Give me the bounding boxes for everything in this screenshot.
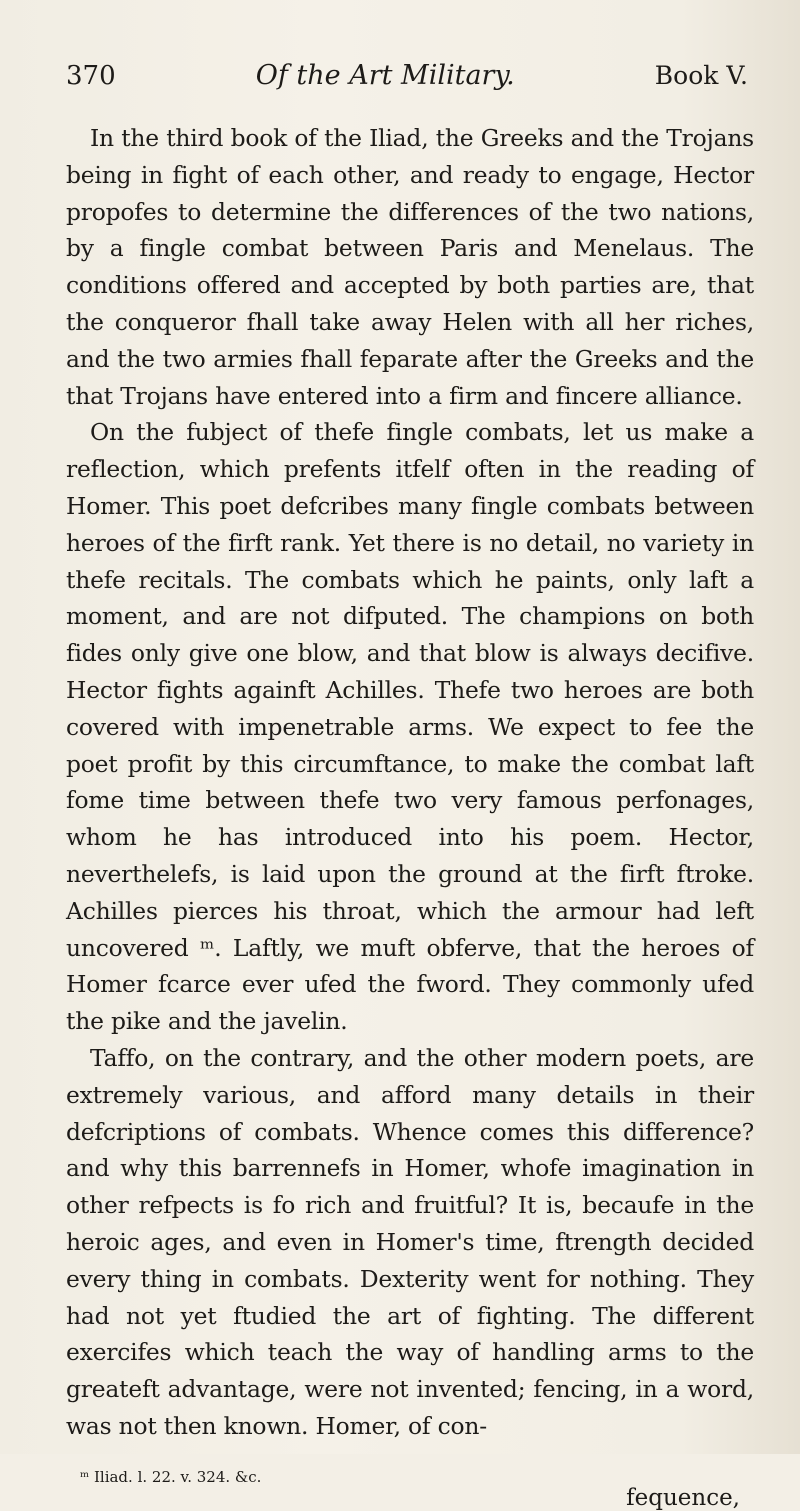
page-number: 370: [66, 61, 116, 91]
running-title: Of the Art Military.: [255, 60, 515, 91]
body-text: [66, 120, 754, 1445]
paragraph-2: On the fubject of thefe fingle combats, let us make a reflection, which prefents itfelf often in the reading of Homer. This poet defcribes many fingle combats between heroes of the firft rank. Yet there is no detail, no variety in thefe recitals. The combats which he paints, only laft a moment, and are not difputed. The champions on both fides only give one blow, and that blow is always decifive. Hector fights againft Achilles. Thefe two heroes are both covered with impenetrable arms. We expect to fee the poet profit by this circumftance, to make the combat laft fome time between thefe two very famous perfonages, whom he has introduced into his poem. Hector, neverthelefs, is laid upon the ground at the firft ftroke. Achilles pierces his throat, which the armour had left uncovered ᵐ. Laftly, we muft obferve, that the heroes of Homer fcarce ever ufed the fword. They commonly ufed the pike and the javelin.: [66, 418, 754, 1036]
footnote: ᵐ Iliad. l. 22. v. 324. &c.: [80, 1467, 262, 1486]
paragraph-3: Taffo, on the contrary, and the other modern poets, are extremely various, and afford many details in their defcriptions of combats. Whence comes this difference? and why this barrennefs in Homer, whofe imagination in other refpects is fo rich and fruitful? It is, becaufe in the heroic ages, and even in Homer's time, ftrength decided every thing in combats. Dexterity went for nothing. They had not yet ftudied the art of fighting. The different exercifes which teach the way of handling arms to the greateft advantage, were not invented; fencing, in a word, was not then known. Homer, of con-: [66, 1043, 754, 1440]
book-label: Book V.: [654, 61, 748, 90]
running-head: [66, 60, 754, 102]
paragraph-1: In the third book of the Iliad, the Greeks and the Trojans being in fight of each other, and ready to engage, Hector propofes to determine the differences of the two nations, by a fingle combat between Paris and Menelaus. The conditions offered and accepted by both parties are, that the conqueror fhall take away Helen with all her riches, and the two armies fhall feparate after the Greeks and the that Trojans have entered into a firm and fincere alliance.: [66, 124, 754, 410]
catchword: fequence,: [626, 1484, 740, 1511]
